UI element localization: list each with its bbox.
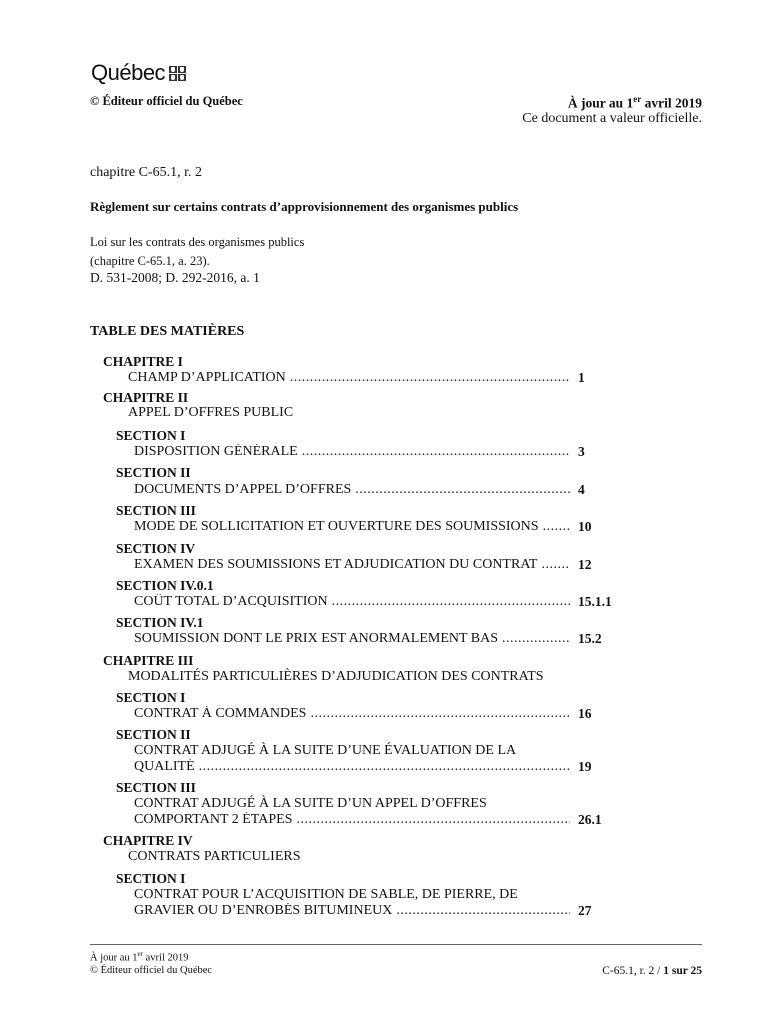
toc-entry: COÛT TOTAL D’ACQUISITION ..... bbox=[134, 594, 570, 610]
footer-rule bbox=[90, 944, 702, 945]
toc-heading: TABLE DES MATIÈRES bbox=[90, 324, 245, 339]
toc-entry: DOCUMENTS D’APPEL D’OFFRES ..... bbox=[134, 482, 570, 498]
toc-entry: CONTRAT ADJUGÉ À LA SUITE D’UN APPEL D’OFFRES bbox=[134, 796, 487, 811]
law-name: Loi sur les contrats des organismes publics bbox=[90, 235, 305, 249]
toc-page-number: 4 bbox=[578, 482, 585, 497]
toc-entry: APPEL D’OFFRES PUBLIC bbox=[128, 405, 294, 420]
toc-entry: CONTRATS PARTICULIERS bbox=[128, 849, 301, 864]
quebec-logo bbox=[91, 60, 186, 86]
toc-section-label: CHAPITRE I bbox=[103, 354, 183, 369]
toc-entry: MODALITÉS PARTICULIÈRES D’ADJUDICATION DES CONTRATS bbox=[128, 669, 544, 684]
toc-page-number: 15.2 bbox=[578, 631, 602, 646]
chapter-reference: chapitre C-65.1, r. 2 bbox=[90, 165, 202, 180]
fleurdelise-flag-icon bbox=[169, 66, 186, 81]
toc-section-label: SECTION IV.1 bbox=[116, 615, 204, 630]
toc-section-label: CHAPITRE II bbox=[103, 390, 189, 405]
footer-page-ref: C-65.1, r. 2 / 1 sur 25 bbox=[602, 965, 702, 977]
toc-page-number: 15.1.1 bbox=[578, 594, 612, 609]
toc-section-label: CHAPITRE III bbox=[103, 653, 194, 668]
toc-section-label: SECTION II bbox=[116, 727, 191, 742]
toc-page-number: 1 bbox=[578, 370, 585, 385]
law-reference: (chapitre C-65.1, a. 23). bbox=[90, 254, 210, 268]
document-title: Règlement sur certains contrats d’approvisionnement des organismes publics bbox=[90, 199, 519, 214]
toc-entry: COMPORTANT 2 ÉTAPES ..... bbox=[134, 812, 570, 828]
decree-references: D. 531-2008; D. 292-2016, a. 1 bbox=[90, 270, 260, 285]
header-validity: Ce document a valeur officielle. bbox=[522, 111, 702, 126]
toc-section-label: SECTION III bbox=[116, 503, 196, 518]
toc-entry: CONTRAT ADJUGÉ À LA SUITE D’UNE ÉVALUATION DE LA bbox=[134, 743, 517, 758]
header-publisher: © Éditeur officiel du Québec bbox=[90, 94, 243, 108]
footer-update-date: À jour au 1er avril 2019 bbox=[90, 950, 189, 964]
toc-entry: EXAMEN DES SOUMISSIONS ET ADJUDICATION DU CONTRAT ..... bbox=[134, 557, 570, 573]
toc-page-number: 19 bbox=[578, 759, 592, 774]
toc-entry: QUALITÉ ..... bbox=[134, 759, 570, 775]
toc-section-label: CHAPITRE IV bbox=[103, 833, 193, 848]
toc-page-number: 27 bbox=[578, 903, 592, 918]
toc-section-label: SECTION II bbox=[116, 465, 191, 480]
toc-section-label: SECTION I bbox=[116, 871, 186, 886]
header-update-date: À jour au 1er avril 2019 bbox=[567, 94, 702, 111]
toc-entry: GRAVIER OU D’ENROBÉS BITUMINEUX ..... bbox=[134, 903, 570, 919]
logo-wordmark: Québec bbox=[91, 60, 166, 85]
toc-section-label: SECTION I bbox=[116, 428, 186, 443]
toc-entry: CONTRAT À COMMANDES ..... bbox=[134, 706, 570, 722]
toc-entry: SOUMISSION DONT LE PRIX EST ANORMALEMENT BAS ..... bbox=[134, 631, 570, 647]
toc-page-number: 26.1 bbox=[578, 812, 602, 827]
toc-section-label: SECTION IV.0.1 bbox=[116, 578, 214, 593]
toc-page-number: 3 bbox=[578, 444, 585, 459]
toc-entry: MODE DE SOLLICITATION ET OUVERTURE DES SOUMISSIONS ..... bbox=[134, 519, 570, 535]
toc-entry: DISPOSITION GÉNÉRALE ..... bbox=[134, 444, 570, 460]
toc-entry: CHAMP D’APPLICATION ..... bbox=[128, 370, 570, 386]
toc-section-label: SECTION IV bbox=[116, 541, 196, 556]
toc-section-label: SECTION III bbox=[116, 780, 196, 795]
toc-page-number: 10 bbox=[578, 519, 592, 534]
toc-entry: CONTRAT POUR L’ACQUISITION DE SABLE, DE PIERRE, DE bbox=[134, 887, 518, 902]
toc-page-number: 12 bbox=[578, 557, 592, 572]
toc-section-label: SECTION I bbox=[116, 690, 186, 705]
toc-page-number: 16 bbox=[578, 706, 592, 721]
footer-publisher: © Éditeur officiel du Québec bbox=[90, 965, 213, 976]
